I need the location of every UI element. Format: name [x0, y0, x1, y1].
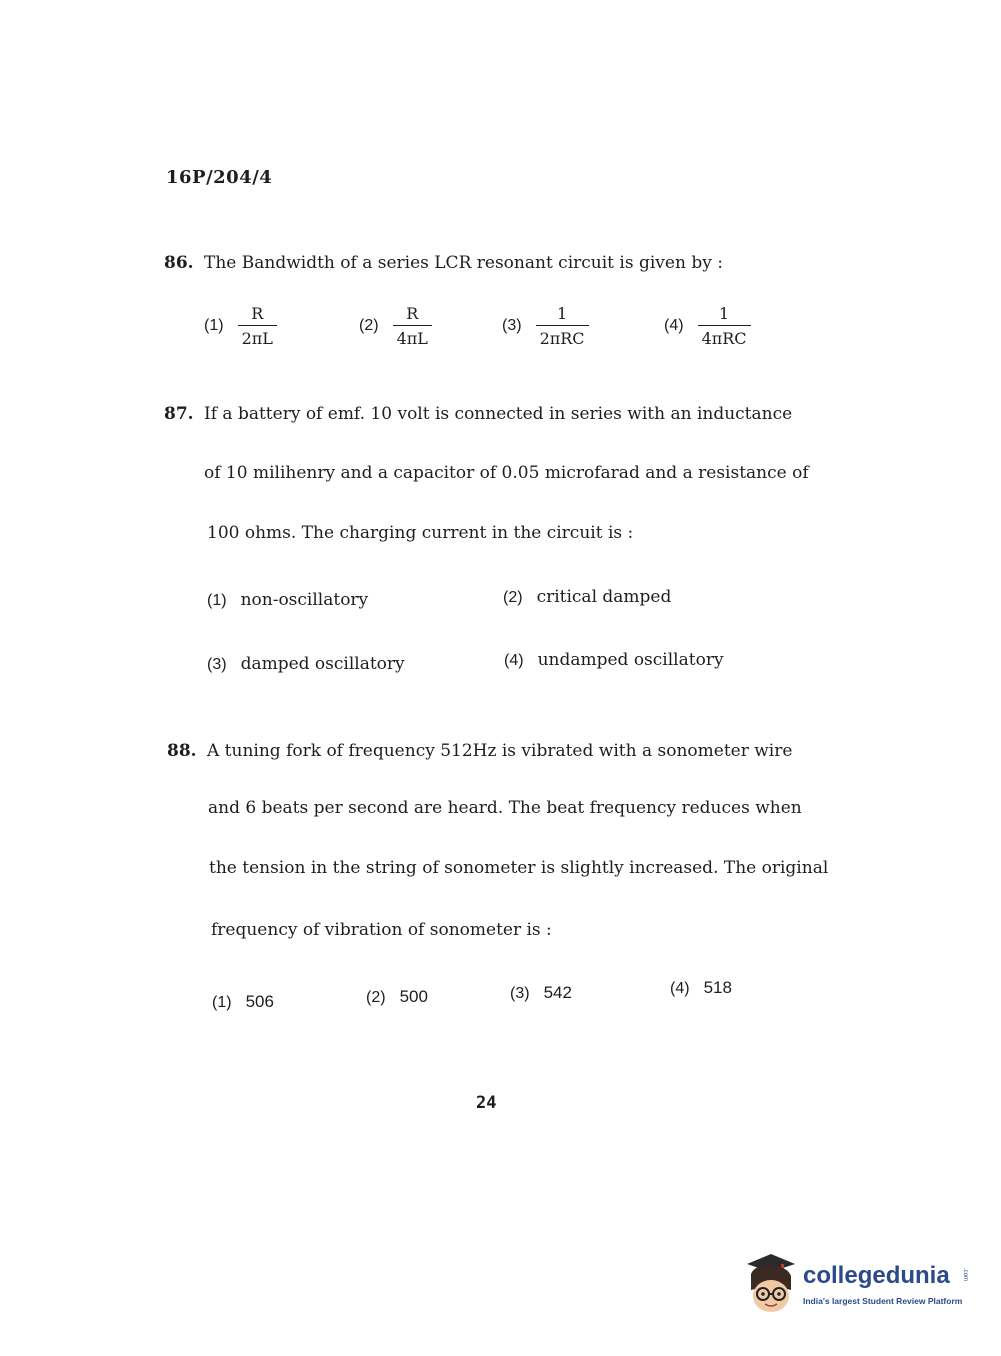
- fraction: [536, 304, 589, 348]
- option-label: (1): [207, 592, 227, 609]
- option-label: (2): [359, 317, 379, 334]
- denominator: 2πL: [241, 329, 273, 348]
- option-87-2: [503, 587, 671, 607]
- option-87-1: [207, 590, 368, 610]
- question-text-line: the tension in the string of sonometer is slightly increased. The original: [209, 858, 829, 878]
- option-88-2: [366, 987, 428, 1007]
- question-text-line: If a battery of emf. 10 volt is connected in series with an inductance: [204, 404, 793, 424]
- option-text: 506: [245, 992, 274, 1011]
- option-86-3: [502, 304, 589, 348]
- option-text: undamped oscillatory: [537, 650, 724, 670]
- option-text: damped oscillatory: [240, 654, 405, 674]
- logo-suffix: .com: [962, 1268, 968, 1282]
- question-number: 88.: [167, 741, 197, 761]
- option-label: (2): [503, 589, 523, 606]
- collegedunia-logo: [741, 1250, 973, 1320]
- option-88-3: [510, 983, 572, 1003]
- page-number: 24: [476, 1093, 497, 1113]
- option-label: (2): [366, 989, 386, 1006]
- numerator: 1: [536, 304, 589, 326]
- option-label: (4): [504, 652, 524, 669]
- option-label: (3): [207, 656, 227, 673]
- numerator: R: [393, 304, 432, 326]
- question-text-line: and 6 beats per second are heard. The beat frequency reduces when: [208, 798, 802, 818]
- question-number: 87.: [164, 404, 194, 424]
- option-86-2: [359, 304, 432, 348]
- option-88-4: [670, 978, 732, 998]
- question-86: [164, 253, 723, 273]
- question-text-line: frequency of vibration of sonometer is :: [211, 920, 552, 940]
- question-number: 86.: [164, 253, 194, 273]
- option-86-4: [664, 304, 751, 348]
- option-label: (3): [502, 317, 522, 334]
- question-text-line: A tuning fork of frequency 512Hz is vibrated with a sonometer wire: [207, 741, 793, 761]
- option-87-3: [207, 654, 405, 674]
- option-label: (1): [204, 317, 224, 334]
- numerator: 1: [698, 304, 751, 326]
- paper-code: 16P/204/4: [166, 167, 273, 188]
- logo-tagline: India's largest Student Review Platform: [803, 1296, 963, 1306]
- numerator: R: [238, 304, 277, 326]
- question-text-line: 100 ohms. The charging current in the circuit is :: [207, 523, 634, 543]
- option-text: 500: [399, 987, 428, 1006]
- question-text-line: of 10 milihenry and a capacitor of 0.05 microfarad and a resistance of: [204, 463, 809, 483]
- question-text: The Bandwidth of a series LCR resonant circuit is given by :: [204, 253, 723, 273]
- question-88: [167, 741, 792, 761]
- question-87: [164, 404, 792, 424]
- denominator: 2πRC: [539, 329, 585, 348]
- option-text: 518: [703, 978, 732, 997]
- fraction: [393, 304, 432, 348]
- option-label: (3): [510, 985, 530, 1002]
- option-label: (4): [670, 980, 690, 997]
- denominator: 4πRC: [701, 329, 747, 348]
- option-87-4: [504, 650, 724, 670]
- option-text: critical damped: [536, 587, 672, 607]
- fraction: [698, 304, 751, 348]
- option-88-1: [212, 992, 274, 1012]
- logo-name: collegedunia: [803, 1262, 950, 1289]
- denominator: 4πL: [396, 329, 428, 348]
- option-text: 542: [543, 983, 572, 1002]
- mascot-graduate-icon: [741, 1250, 803, 1320]
- option-label: (1): [212, 994, 232, 1011]
- option-label: (4): [664, 317, 684, 334]
- fraction: [238, 304, 277, 348]
- option-86-1: [204, 304, 277, 348]
- option-text: non-oscillatory: [240, 590, 369, 610]
